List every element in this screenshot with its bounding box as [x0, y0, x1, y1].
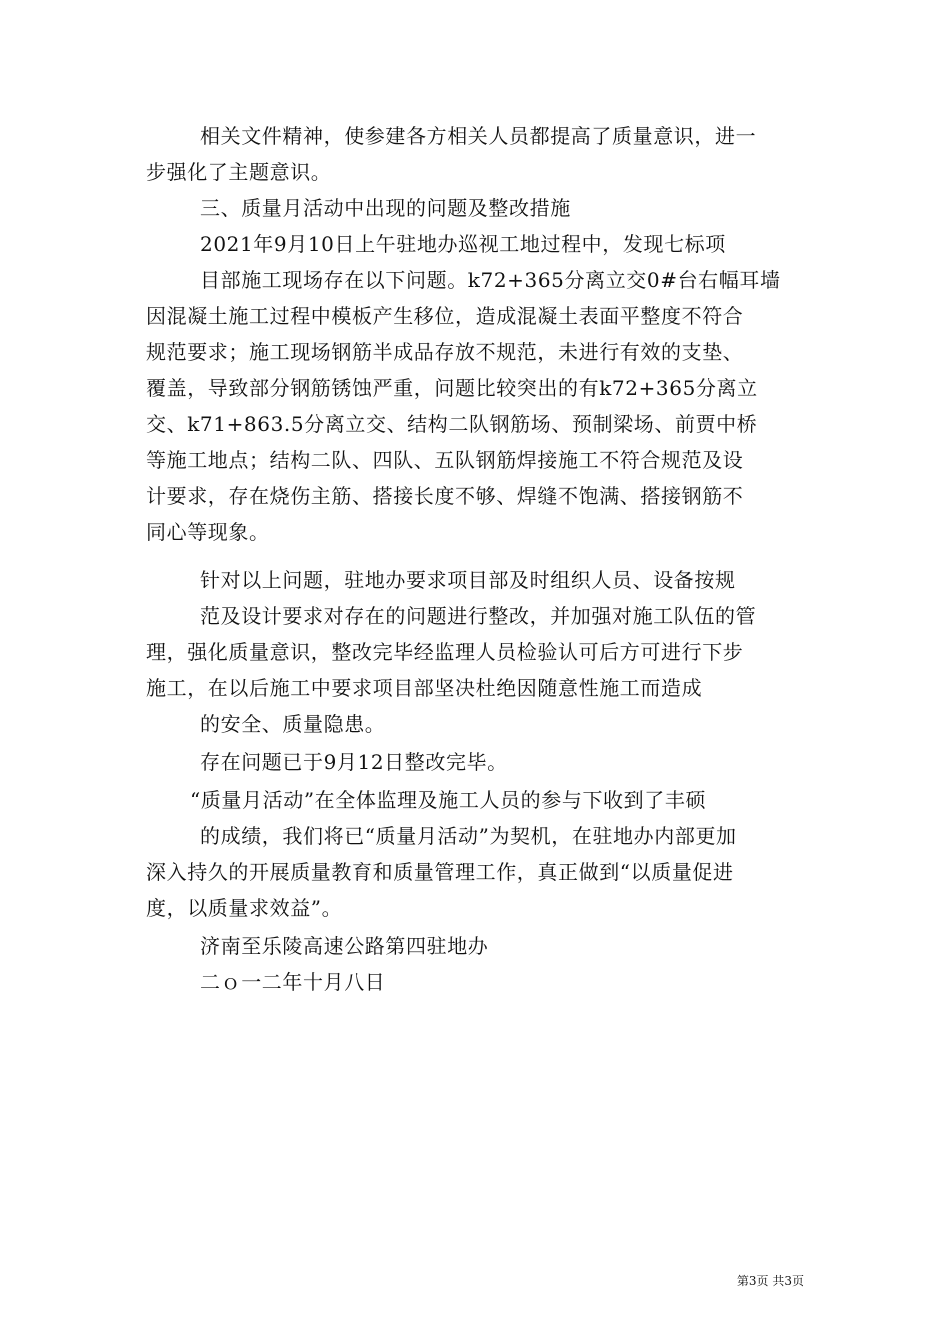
body-line: 交、k71+863.5分离立交、结构二队钢筋场、预制梁场、前贾中桥 — [146, 412, 758, 436]
body-line: “质量月活动”在全体监理及施工人员的参与下收到了丰硕 — [190, 788, 707, 812]
body-line: 相关文件精神，使参建各方相关人员都提高了质量意识，进一 — [200, 124, 757, 148]
body-line: 针对以上问题，驻地办要求项目部及时组织人员、设备按规 — [200, 568, 736, 592]
body-line: 施工，在以后施工中要求项目部坚决杜绝因随意性施工而造成 — [146, 676, 703, 700]
body-line: 度，以质量求效益”。 — [146, 896, 343, 920]
body-line: 的安全、质量隐患。 — [200, 712, 386, 736]
body-line: 存在问题已于9月12日整改完毕。 — [200, 750, 508, 774]
body-line: 计要求，存在烧伤主筋、搭接长度不够、焊缝不饱满、搭接钢筋不 — [146, 484, 744, 508]
body-line: 同心等现象。 — [146, 520, 270, 544]
signature-org: 济南至乐陵高速公路第四驻地办 — [200, 934, 489, 958]
body-line: 的成绩，我们将已“质量月活动”为契机，在驻地办内部更加 — [200, 824, 737, 848]
body-line: 等施工地点；结构二队、四队、五队钢筋焊接施工不符合规范及设 — [146, 448, 744, 472]
body-line: 范及设计要求对存在的问题进行整改，并加强对施工队伍的管 — [200, 604, 757, 628]
body-line: 步强化了主题意识。 — [146, 160, 332, 184]
body-line: 规范要求；施工现场钢筋半成品存放不规范，未进行有效的支垫、 — [146, 340, 744, 364]
page-number: 第3页 共3页 — [736, 1274, 804, 1288]
body-line: 理，强化质量意识，整改完毕经监理人员检验认可后方可进行下步 — [146, 640, 744, 664]
body-line: 目部施工现场存在以下问题。k72+365分离立交0#台右幅耳墙 — [200, 268, 781, 292]
body-line: 2021年9月10日上午驻地办巡视工地过程中，发现七标项 — [200, 232, 726, 256]
section-heading: 三、质量月活动中出现的问题及整改措施 — [200, 196, 571, 220]
body-line: 覆盖，导致部分钢筋锈蚀严重，问题比较突出的有k72+365分离立 — [146, 376, 758, 400]
body-line: 深入持久的开展质量教育和质量管理工作，真正做到“以质量促进 — [146, 860, 734, 884]
signature-date: 二ｏ一二年十月八日 — [200, 970, 386, 994]
body-line: 因混凝土施工过程中模板产生移位，造成混凝土表面平整度不符合 — [146, 304, 744, 328]
